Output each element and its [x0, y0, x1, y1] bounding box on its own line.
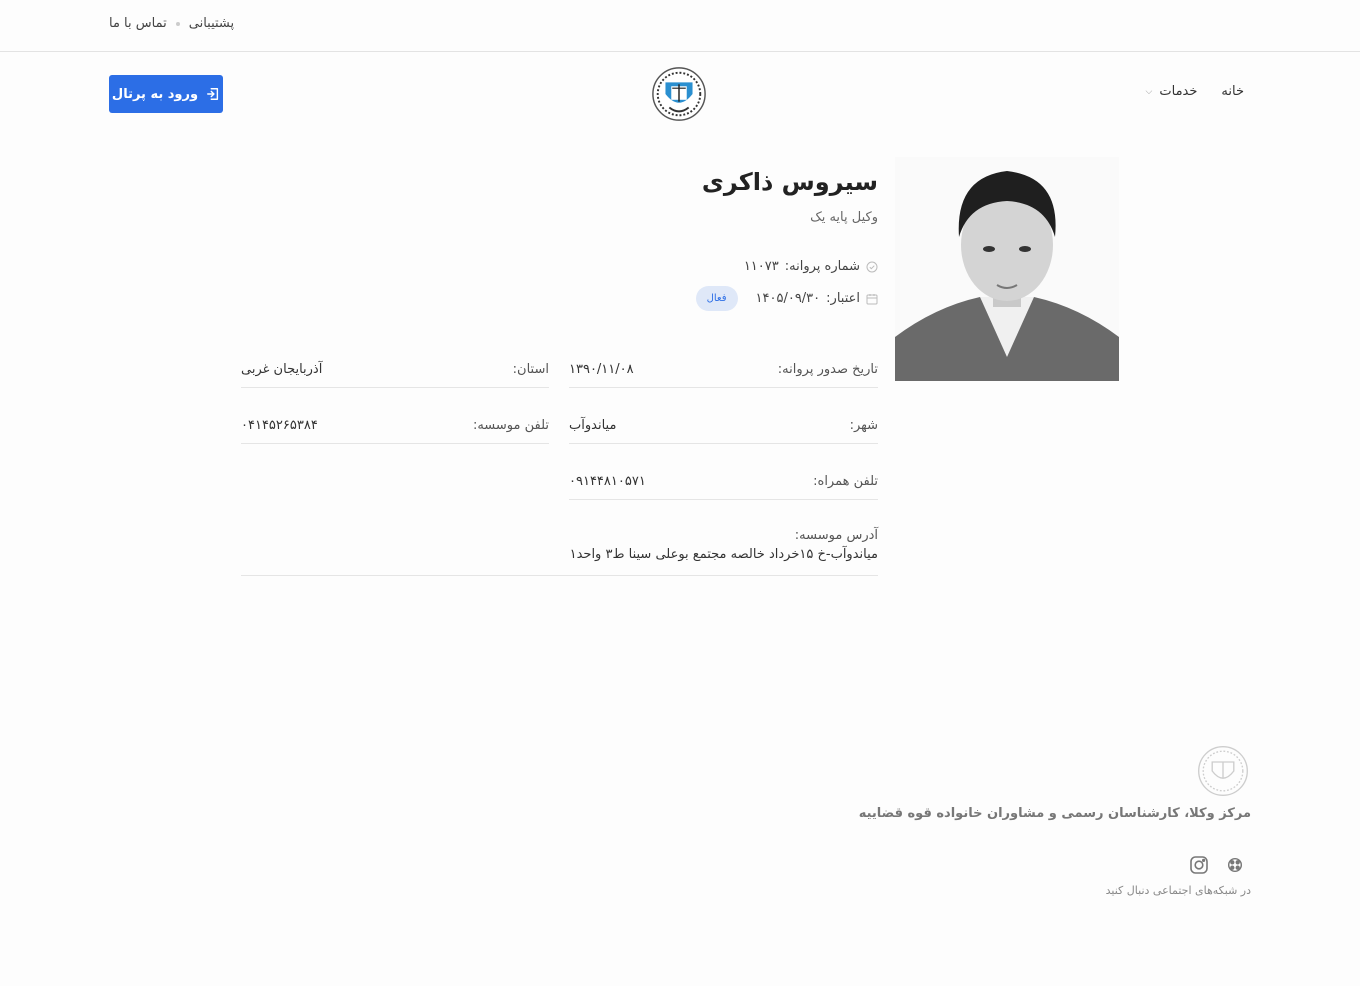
status-badge: فعال [696, 286, 738, 311]
license-label: شماره پروانه: [784, 259, 860, 274]
city-label: شهر: [849, 418, 878, 433]
license-row [744, 259, 878, 274]
lawyer-photo [895, 157, 1119, 381]
issue-date-field [569, 352, 878, 388]
issue-date-value: ۱۳۹۰/۱۱/۰۸ [569, 362, 634, 377]
province-label: استان: [512, 362, 549, 377]
mobile-field [569, 464, 878, 500]
social-links [1188, 854, 1246, 876]
city-value: میاندوآب [569, 418, 617, 433]
address-value: میاندوآب-خ ۱۵خرداد خالصه مجتمع بوعلی سینا ط۳ واحد۱ [569, 547, 878, 562]
province-value: آذربایجان غربی [241, 362, 323, 377]
chevron-down-icon: ⌵ [1145, 86, 1153, 97]
address-field [241, 528, 878, 576]
license-number: ۱۱۰۷۳ [743, 259, 779, 274]
lawyer-name: سیروس ذاکری [701, 168, 878, 196]
province-field [241, 352, 549, 388]
separator-dot [176, 22, 180, 26]
validity-label: اعتبار: [826, 291, 860, 306]
nav-services[interactable] [1146, 84, 1198, 99]
footer-logo [1196, 744, 1250, 798]
support-link[interactable]: پشتیبانی [188, 16, 235, 31]
issue-date-label: تاریخ صدور پروانه: [777, 362, 878, 377]
nav-services-label: خدمات [1159, 84, 1198, 99]
judiciary-logo[interactable] [650, 65, 708, 123]
contact-link[interactable]: تماس با ما [109, 16, 167, 31]
portal-login-button[interactable] [109, 75, 223, 113]
validity-row [696, 286, 878, 311]
mobile-label: تلفن همراه: [813, 474, 878, 489]
office-phone-value: ۰۴۱۴۵۲۶۵۳۸۴ [241, 418, 318, 433]
footer-org-name: مرکز وکلا، کارشناسان رسمی و مشاوران خانواده قوه قضاییه [858, 806, 1251, 821]
nav-home[interactable] [1221, 84, 1244, 99]
office-phone-label: تلفن موسسه: [472, 418, 549, 433]
follow-text: در شبکه‌های اجتماعی دنبال کنید [1105, 884, 1251, 897]
login-icon [206, 87, 220, 101]
top-bar [0, 0, 1360, 52]
calendar-icon [866, 293, 878, 305]
address-label: آدرس موسسه: [794, 528, 878, 543]
aparat-icon[interactable] [1224, 854, 1246, 876]
validity-date: ۱۴۰۵/۰۹/۳۰ [755, 291, 821, 306]
mobile-value: ۰۹۱۴۴۸۱۰۵۷۱ [569, 474, 646, 489]
check-circle-icon [866, 261, 878, 273]
nav-home-label: خانه [1221, 84, 1244, 99]
top-links [109, 16, 234, 31]
instagram-icon[interactable] [1188, 854, 1210, 876]
lawyer-title: وکیل پایه یک [810, 210, 878, 225]
main-nav [1146, 84, 1244, 99]
portal-login-label: ورود به پرتال [111, 86, 199, 102]
office-phone-field [241, 408, 549, 444]
city-field [569, 408, 878, 444]
